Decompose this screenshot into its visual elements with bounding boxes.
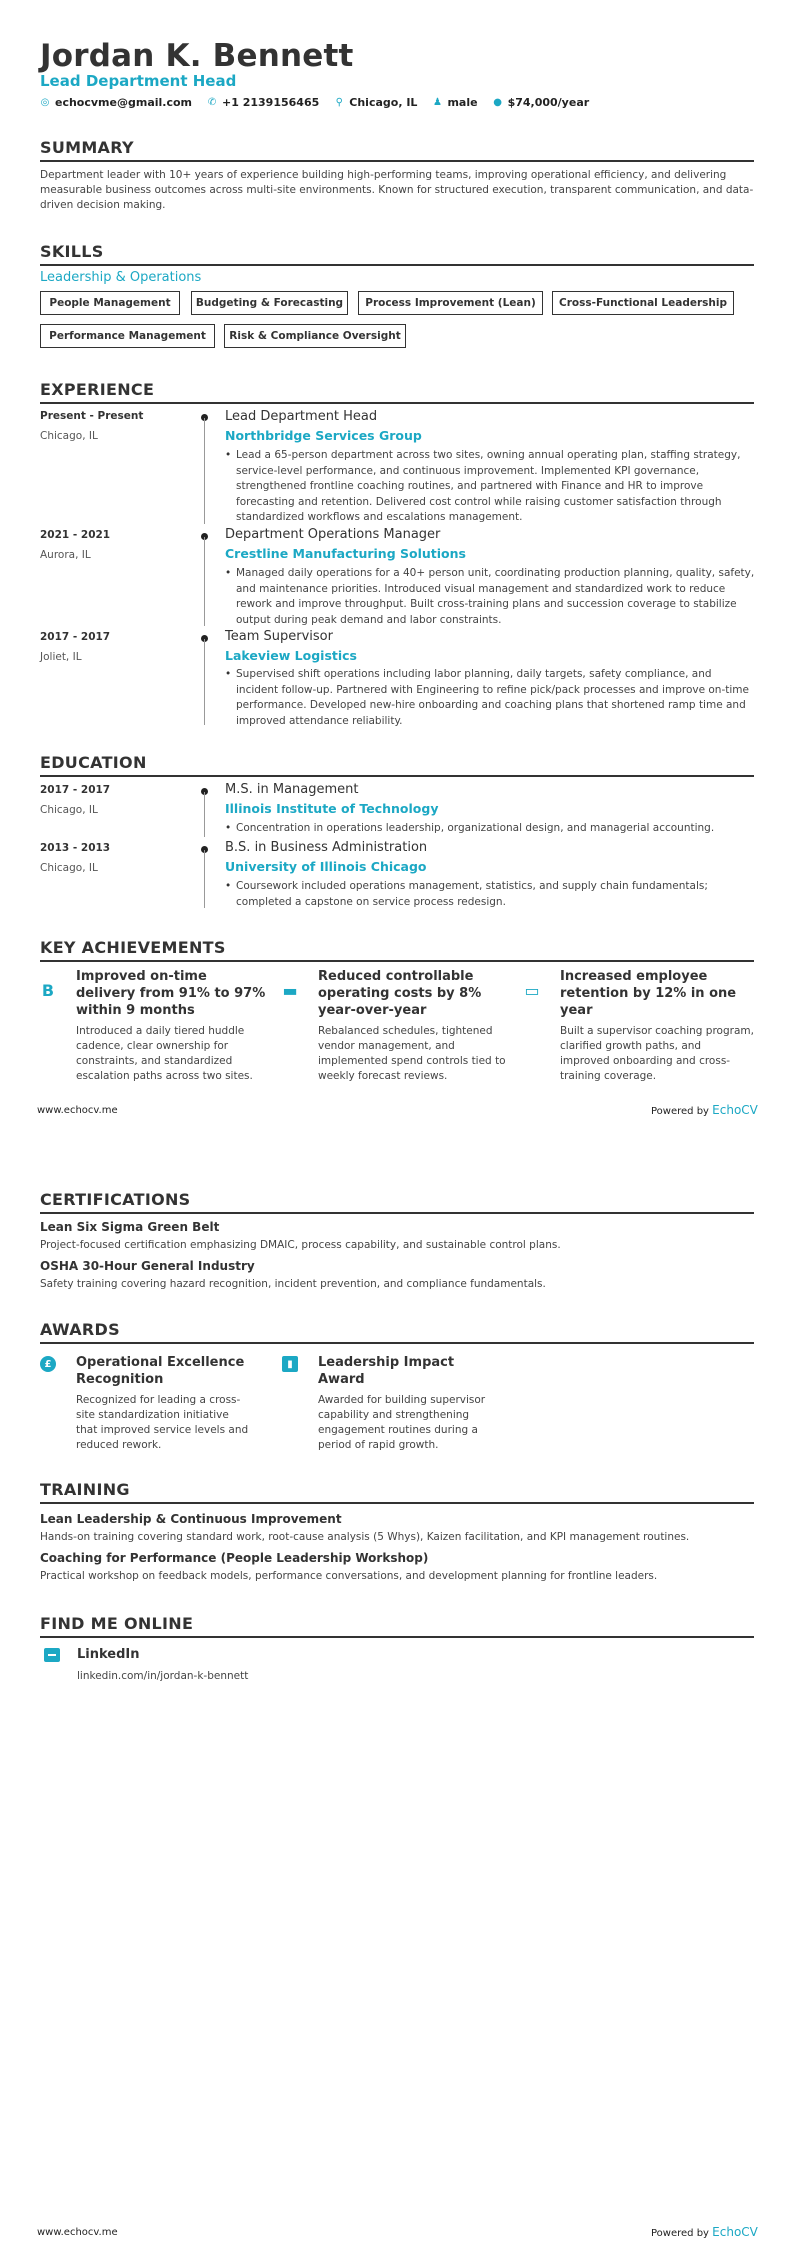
pound-coin-icon: £ — [40, 1356, 56, 1372]
entry-location: Joliet, IL — [40, 651, 82, 663]
achievement-title: Improved on-time delivery from 91% to 97% within 9 months — [76, 969, 266, 1018]
online-profile-url[interactable]: linkedin.com/in/jordan-k-bennett — [77, 1670, 249, 1682]
entry-location: Chicago, IL — [40, 862, 98, 874]
achievement-description: Built a supervisor coaching program, clarified growth paths, and improved onboarding and cross-training coverage. — [560, 1025, 754, 1082]
timeline-line — [204, 639, 205, 725]
entry-org: Northbridge Services Group — [225, 428, 422, 443]
skill-tag: Budgeting & Forecasting — [191, 291, 348, 315]
achievement-description: Rebalanced schedules, tightened vendor management, and implemented spend controls tied to weekly forecast reviews. — [318, 1025, 506, 1082]
training-description: Hands-on training covering standard work, root-cause analysis (5 Whys), Kaizen facilitation, and KPI management routines. — [40, 1531, 690, 1543]
entry-org: University of Illinois Chicago — [225, 859, 427, 874]
location-pin-icon: ⚲ — [335, 97, 343, 108]
skill-category: Leadership & Operations — [40, 270, 202, 285]
section-divider — [40, 1342, 754, 1344]
achievement-card — [282, 968, 512, 1084]
book-icon: ▮ — [282, 1356, 298, 1372]
section-divider — [40, 1502, 754, 1504]
section-title-summary: SUMMARY — [40, 138, 134, 157]
section-title-experience: EXPERIENCE — [40, 380, 155, 399]
section-divider — [40, 775, 754, 777]
entry-dates: Present - Present — [40, 410, 144, 422]
candidate-name: Jordan K. Bennett — [40, 38, 354, 74]
dollar-icon: ● — [493, 97, 502, 108]
online-profile-label: LinkedIn — [77, 1647, 140, 1662]
entry-description: • Coursework included operations management, statistics, and supply chain fundamentals; completed a capstone on service process redesign. — [225, 879, 755, 910]
achievement-card — [40, 968, 270, 1084]
section-title-awards: AWARDS — [40, 1320, 120, 1339]
timeline-line — [204, 418, 205, 524]
award-card — [40, 1354, 250, 1453]
chat-icon: ▬ — [282, 980, 298, 1000]
section-title-skills: SKILLS — [40, 242, 104, 261]
section-divider — [40, 960, 754, 962]
person-icon: ♟ — [432, 97, 442, 108]
achievement-card — [524, 968, 754, 1084]
skill-tag: Risk & Compliance Oversight — [224, 324, 406, 348]
certification-description: Project-focused certification emphasizing DMAIC, process capability, and sustainable control plans. — [40, 1239, 561, 1251]
timeline-line — [204, 537, 205, 626]
entry-title: B.S. in Business Administration — [225, 840, 428, 855]
certification-name: Lean Six Sigma Green Belt — [40, 1220, 220, 1234]
entry-title: Lead Department Head — [225, 409, 378, 424]
achievement-description: Introduced a daily tiered huddle cadence, clear ownership for constraints, and standardized escalation paths across two sites. — [76, 1025, 253, 1082]
entry-dates: 2021 - 2021 — [40, 529, 111, 541]
entry-org: Illinois Institute of Technology — [225, 801, 439, 816]
award-description: Awarded for building supervisor capability and strengthening engagement routines during a period of rapid growth. — [318, 1394, 486, 1451]
footer-url[interactable]: www.echocv.me — [37, 2227, 118, 2238]
entry-dates: 2013 - 2013 — [40, 842, 111, 854]
contact-salary: ● $74,000/year — [493, 96, 590, 109]
training-name: Coaching for Performance (People Leadership Workshop) — [40, 1551, 429, 1565]
entry-dates: 2017 - 2017 — [40, 784, 111, 796]
certification-name: OSHA 30-Hour General Industry — [40, 1259, 255, 1273]
phone-icon: ✆ — [207, 97, 217, 108]
entry-org: Crestline Manufacturing Solutions — [225, 546, 466, 561]
skill-tag: People Management — [40, 291, 180, 315]
certification-description: Safety training covering hazard recognition, incident prevention, and compliance fundamentals. — [40, 1278, 546, 1290]
section-divider — [40, 1212, 754, 1214]
section-title-achievements: KEY ACHIEVEMENTS — [40, 938, 226, 957]
entry-title: Team Supervisor — [225, 629, 333, 644]
b-letter-icon: B — [41, 980, 55, 1000]
entry-title: Department Operations Manager — [225, 527, 441, 542]
powered-by[interactable]: Powered by EchoCV — [651, 1103, 758, 1117]
award-title: Leadership Impact Award — [318, 1355, 455, 1387]
contact-email[interactable]: ◎ echocvme@gmail.com — [40, 96, 193, 109]
section-divider — [40, 160, 754, 162]
award-description: Recognized for leading a cross-site standardization initiative that improved service levels and reduced rework. — [76, 1394, 249, 1451]
training-name: Lean Leadership & Continuous Improvement — [40, 1512, 342, 1526]
award-title: Operational Excellence Recognition — [76, 1355, 245, 1387]
contact-list — [40, 96, 589, 109]
contact-phone[interactable]: ✆ +1 2139156465 — [207, 96, 320, 109]
skill-tag: Process Improvement (Lean) — [358, 291, 543, 315]
entry-location: Chicago, IL — [40, 804, 98, 816]
timeline-line — [204, 850, 205, 908]
candidate-role: Lead Department Head — [40, 72, 237, 90]
powered-by[interactable]: Powered by EchoCV — [651, 2225, 758, 2239]
skill-tag: Cross-Functional Leadership — [552, 291, 734, 315]
contact-gender: ♟ male — [432, 96, 478, 109]
section-divider — [40, 402, 754, 404]
achievement-title: Increased employee retention by 12% in one year — [560, 969, 737, 1018]
timeline-line — [204, 792, 205, 837]
section-divider — [40, 264, 754, 266]
skill-tag: Performance Management — [40, 324, 215, 348]
section-title-training: TRAINING — [40, 1480, 130, 1499]
summary-text: Department leader with 10+ years of experience building high-performing teams, improving operational efficiency, and delivering measurable business outcomes across multi-site environments. Known for structured execution, transparent communication, and data-driven decision making. — [40, 169, 754, 211]
training-description: Practical workshop on feedback models, performance conversations, and development planning for frontline leaders. — [40, 1570, 658, 1582]
brand-logo: EchoCV — [712, 2225, 758, 2239]
entry-dates: 2017 - 2017 — [40, 631, 111, 643]
contact-location: ⚲ Chicago, IL — [335, 96, 418, 109]
section-title-online: FIND ME ONLINE — [40, 1614, 194, 1633]
footer-url[interactable]: www.echocv.me — [37, 1105, 118, 1116]
entry-location: Aurora, IL — [40, 549, 91, 561]
entry-title: M.S. in Management — [225, 782, 359, 797]
section-title-certifications: CERTIFICATIONS — [40, 1190, 191, 1209]
section-divider — [40, 1636, 754, 1638]
brand-logo: EchoCV — [712, 1103, 758, 1117]
entry-description: • Lead a 65-person department across two sites, owning annual operating plan, staffing strategy, service-level performance, and continuous improvement. Implemented KPI governance, strengthened frontline coaching routines, and partnered with Finance and HR to improve forecasting and retention. Delivered cost control while raising customer satisfaction through standardized workflows and escalations management. — [225, 448, 755, 526]
entry-description: • Supervised shift operations including labor planning, daily targets, safety compliance, and incident follow-up. Partnered with Engineering to refine pick/pack processes and improve on-time performance. Developed new-hire onboarding and coaching plans that shortened ramp time and improved attendance reliability. — [225, 667, 755, 729]
at-icon: ◎ — [40, 97, 50, 108]
section-title-education: EDUCATION — [40, 753, 147, 772]
award-card — [282, 1354, 492, 1453]
calendar-icon: ▭ — [524, 980, 540, 1000]
achievement-title: Reduced controllable operating costs by 8% year-over-year — [318, 969, 482, 1018]
entry-org: Lakeview Logistics — [225, 648, 358, 663]
entry-location: Chicago, IL — [40, 430, 98, 442]
inbox-icon — [44, 1648, 60, 1662]
entry-description: • Managed daily operations for a 40+ person unit, coordinating production planning, quality, safety, and maintenance priorities. Introduced visual management and standardized work to reduce rework and improve throughput. Built cross-training plans and succession coverage to stabilize output during peak demand and labor constraints. — [225, 566, 755, 628]
entry-description: • Concentration in operations leadership, organizational design, and managerial accounting. — [225, 821, 755, 837]
